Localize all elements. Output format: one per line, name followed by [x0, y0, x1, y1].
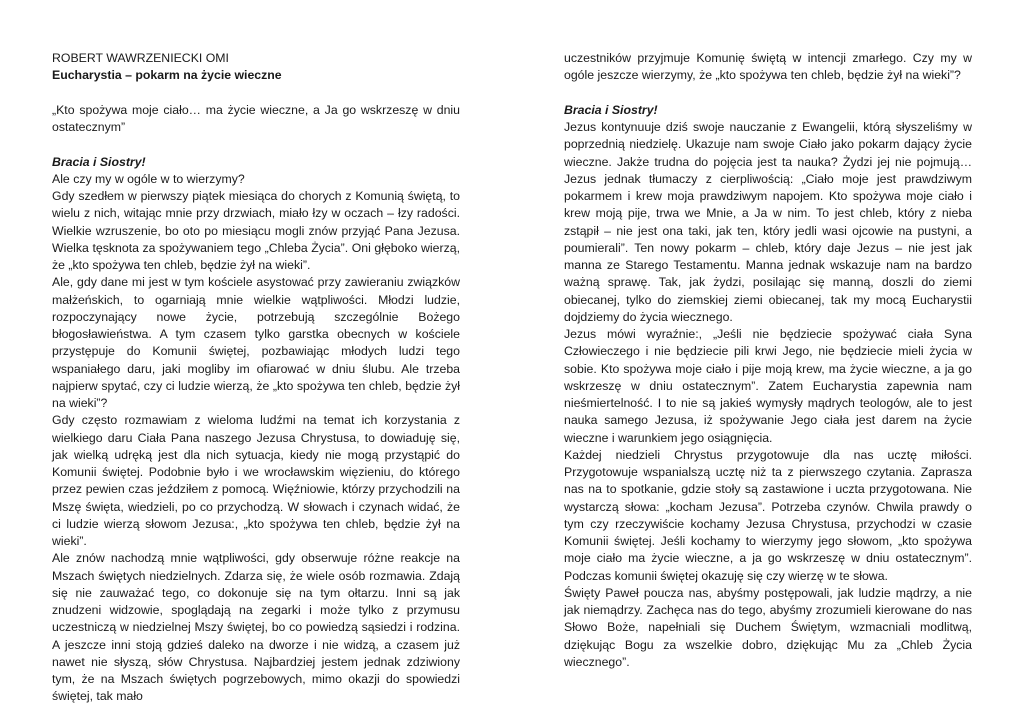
spacer: [52, 85, 460, 102]
epigraph: „Kto spożywa moje ciało… ma życie wieczne, a Ja go wskrzeszę w dniu ostatecznym”: [52, 102, 460, 134]
spacer: [564, 85, 972, 102]
right-column: [564, 50, 972, 671]
document-title: Eucharystia – pokarm na życie wieczne: [52, 68, 282, 83]
paragraph: Ale znów nachodzą mnie wątpliwości, gdy obserwuje różne reakcje na Mszach świętych niedzielnych. Zdarza się, że wiele osób rozmawia. Zdają się nie zauważać tego, co dokonuje się na tym ołtarzu. Inni są jak znudzeni widzowie, spoglądają na zegarki i może tylko z przymusu uczestniczą w niedzielnej Mszy świętej, bo co powiedzą sąsiedzi i rodzina. A jeszcze inni stoją gdzieś daleko na dworze i nie widzą, a czasem już nawet nie słyszą, słów Chrystusa. Najbardziej jestem jednak zdziwiony tym, że na Mszach świętych pogrzebowych, mimo okazji do spowiedzi świętej, tak mało: [52, 551, 460, 704]
paragraph: Jezus kontynuuje dziś swoje nauczanie z Ewangelii, którą słyszeliśmy w poprzednią niedzielę. Ukazuje nam swoje Ciało jako pokarm dający życie wieczne. Jakże trudna do pojęcia jest ta nauka? Żydzi jej nie pojmują… Jezus jednak tłumaczy z cierpliwością: „Ciało moje jest prawdziwym pokarmem i krew moja prawdziwym napojem. Kto spożywa moje ciało i krew moją pije, trwa we Mnie, a Ja w nim. To jest chleb, który z nieba zstąpił – nie jest ona taki, jak ten, który jedli wasi ojcowie na pustyni, a poumierali”. Ten nowy pokarm – chleb, który daje Jezus – nie jest jak manna ze Starego Testamentu. Manna jednak wskazuje nam na bardzo ważną sprawę. Tak, jak żydzi, posilając się manną, doszli do ziemi obiecanej, tylko do ziemskiej ziemi obiecanej, tak my mocą Eucharystii dojdziemy do życia wiecznego.: [564, 120, 972, 324]
author-line: ROBERT WAWRZENIECKI OMI: [52, 51, 229, 65]
spacer: [52, 136, 460, 153]
paragraph: Gdy szedłem w pierwszy piątek miesiąca do chorych z Komunią świętą, to wielu z nich, witając mnie przy drzwiach, miało łzy w oczach – łzy radości. Wielkie wzruszenie, bo oto po miesiącu mogli znów przyjąć Pana Jezusa. Wielka tęsknota za spożywaniem tego „Chleba Życia”. Oni głęboko wierzą, że „kto spożywa ten chleb, będzie żył na wieki”.: [52, 189, 460, 272]
paragraph: Święty Paweł poucza nas, abyśmy postępowali, jak ludzie mądrzy, a nie jak niemądrzy. Zachęca nas do tego, abyśmy zrozumieli kierowane do nas Słowo Boże, napełniali się Duchem Świętym, wzmacniali modlitwą, dziękując Bogu za wszelkie dobro, dziękując Mu za „Chleb Życia wiecznego”.: [564, 585, 972, 669]
paragraph: Ale czy my w ogóle w to wierzymy?: [52, 171, 245, 186]
paragraph: Jezus mówi wyraźnie:, „Jeśli nie będziecie spożywać ciała Syna Człowieczego i nie będziecie pili krwi Jego, nie będziecie mieli życia w sobie. Kto spożywa moje ciało i pije moją krew, ma życie wieczne, a ja go wskrzeszę w dniu ostatecznym”. Zatem Eucharystia zapewnia nam nieśmiertelność. I to nie są jakieś wymysły mądrych teologów, ale to jest nauka samego Jezusa, iż spożywanie Jego ciała jest darem na życie wieczne i warunkiem jego osiągnięcia.: [564, 327, 972, 445]
left-column: [52, 50, 460, 706]
salutation-second: Bracia i Siostry!: [564, 102, 658, 117]
salutation-first: Bracia i Siostry!: [52, 154, 146, 169]
paragraph-continuation: uczestników przyjmuje Komunię świętą w intencji zmarłego. Czy my w ogóle jeszcze wierzymy, że „kto spożywa ten chleb, będzie żył na wieki”?: [564, 51, 972, 83]
paragraph: Ale, gdy dane mi jest w tym kościele asystować przy zawieraniu związków małżeńskich, to ogarniają mnie wielkie wątpliwości. Młodzi ludzie, rozpoczynający nowe życie, potrzebują szczególnie Bożego błogosławieństwa. A tym czasem tylko garstka obecnych w kościele przystępuje do Komunii świętej, pozbawiając młodych ludzi tego wspaniałego daru, jaki mogliby im ofiarować w dniu ślubu. Ale trzeba najpierw spytać, czy ci ludzie wierzą, że „kto spożywa ten chleb, będzie żył na wieki”?: [52, 275, 460, 410]
paragraph: Każdej niedzieli Chrystus przygotowuje dla nas ucztę miłości. Przygotowuje wspanialszą ucztę niż ta z pierwszego czytania. Zaprasza nas na to spotkanie, gdzie stoły są zastawione i uczta przygotowana. Nie wystarczą słowa: „kocham Jezusa”. Potrzeba czynów. Chwila prawdy o tym czy rzeczywiście kochamy Jezusa Chrystusa, przychodzi w czasie Komunii świętej. Jeśli kochamy to wierzymy jego słowom, „kto spożywa moje ciało ma życie wieczne, a ja go wskrzeszę w dniu ostatecznym”. Podczas komunii świętej okazuję się czy wierzę w te słowa.: [564, 447, 972, 583]
paragraph: Gdy często rozmawiam z wieloma ludźmi na temat ich korzystania z wielkiego daru Ciała Pana naszego Jezusa Chrystusa, to dowiaduję się, jak wielką udręką jest dla nich sytuacja, kiedy nie mogą przystąpić do Komunii świętej. Podobnie było i we wrocławskim więzieniu, do którego przez pewien czas jeździłem z pomocą. Więźniowie, którzy przychodzili na Mszę święta, wiedzieli, po co przychodzą. W słowach i czynach widać, że ci ludzie wierzą słowom Jezusa:, „kto spożywa ten chleb, będzie żył na wieki”.: [52, 413, 460, 548]
